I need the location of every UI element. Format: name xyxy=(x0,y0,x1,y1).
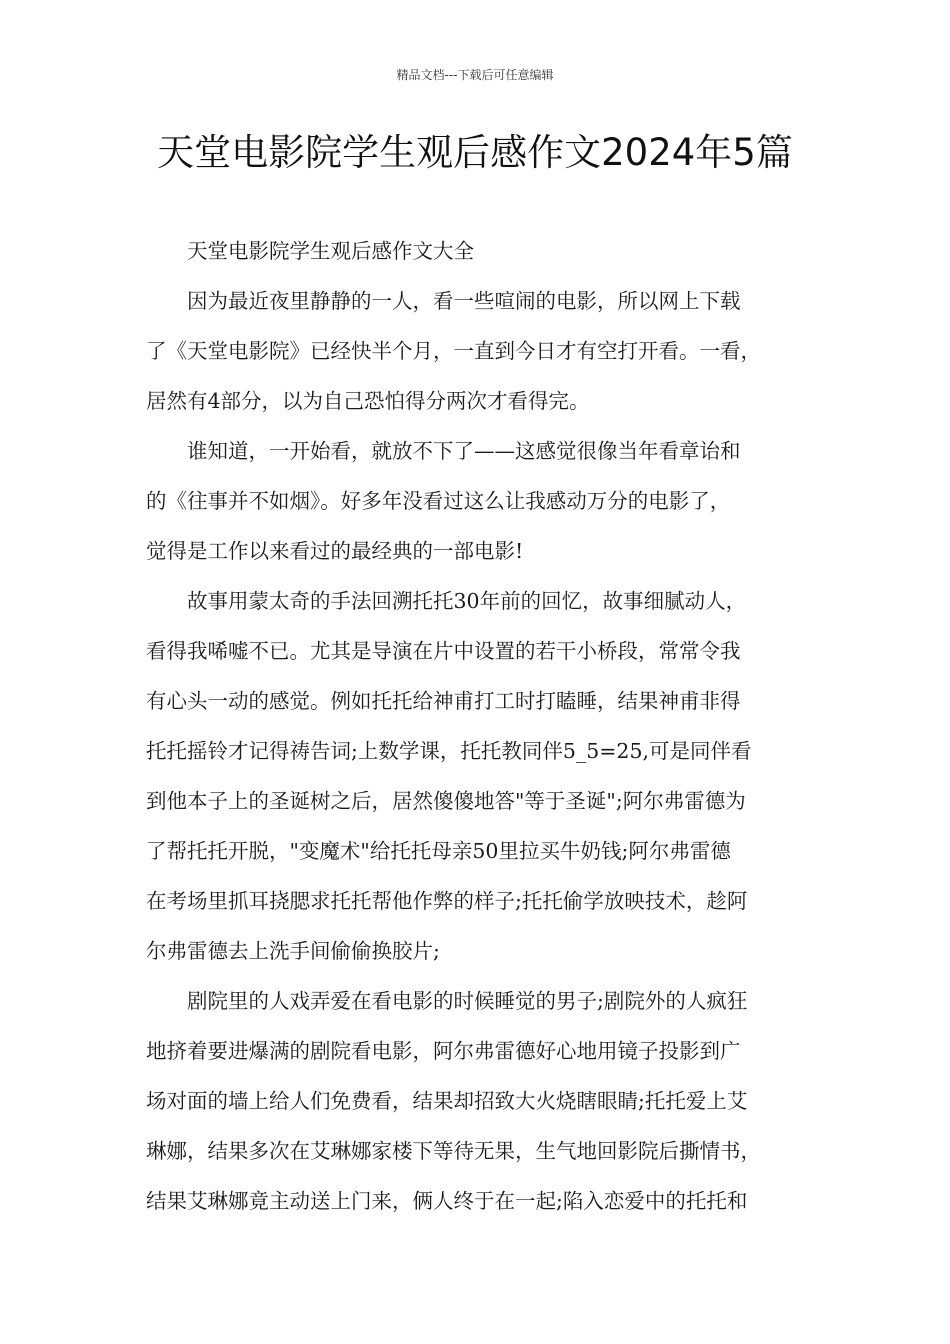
paragraph-line: 结果艾琳娜竟主动送上门来，俩人终于在一起;陷入恋爱中的托托和 xyxy=(146,1189,748,1213)
paragraph-line: 了帮托托开脱，"变魔术"给托托母亲50里拉买牛奶钱;阿尔弗雷德 xyxy=(146,839,731,863)
paragraph-line: 有心头一动的感觉。例如托托给神甫打工时打瞌睡，结果神甫非得 xyxy=(146,689,741,713)
paragraph-line: 因为最近夜里静静的一人，看一些喧闹的电影，所以网上下载 xyxy=(187,289,741,313)
paragraph-4 xyxy=(146,976,826,1226)
document-title: 天堂电影院学生观后感作文2024年5篇 xyxy=(157,131,793,174)
paragraph-line: 居然有4部分，以为自己恐怕得分两次才看得完。 xyxy=(146,389,590,413)
document-body xyxy=(146,226,826,1226)
paragraph-2 xyxy=(146,426,826,576)
paragraph-line: 地挤着要进爆满的剧院看电影，阿尔弗雷德好心地用镜子投影到广 xyxy=(146,1039,741,1063)
paragraph-line: 看得我唏嘘不已。尤其是导演在片中设置的若干小桥段，常常令我 xyxy=(146,639,741,663)
paragraph-line: 剧院里的人戏弄爱在看电影的时候睡觉的男子;剧院外的人疯狂 xyxy=(187,989,748,1013)
paragraph-line: 琳娜，结果多次在艾琳娜家楼下等待无果，生气地回影院后撕情书， xyxy=(146,1139,761,1163)
paragraph-line: 觉得是工作以来看过的最经典的一部电影! xyxy=(146,539,524,563)
paragraph-1 xyxy=(146,276,826,426)
document-subtitle: 天堂电影院学生观后感作文大全 xyxy=(187,239,474,263)
paragraph-line: 到他本子上的圣诞树之后，居然傻傻地答"等于圣诞";阿尔弗雷德为 xyxy=(146,789,746,813)
paragraph-line: 场对面的墙上给人们免费看，结果却招致大火烧瞎眼睛;托托爱上艾 xyxy=(146,1089,748,1113)
paragraph-line: 的《往事并不如烟》。好多年没看过这么让我感动万分的电影了， xyxy=(146,489,731,513)
paragraph-line: 尔弗雷德去上洗手间偷偷换胶片; xyxy=(146,939,440,963)
page-header-note: 精品文档---下载后可任意编辑 xyxy=(396,68,554,82)
paragraph-line: 谁知道，一开始看，就放不下了——这感觉很像当年看章诒和 xyxy=(187,439,741,463)
paragraph-line: 故事用蒙太奇的手法回溯托托30年前的回忆，故事细腻动人， xyxy=(187,589,747,613)
paragraph-line: 了《天堂电影院》已经快半个月，一直到今日才有空打开看。一看， xyxy=(146,339,761,363)
paragraph-line: 托托摇铃才记得祷告词;上数学课，托托教同伴5_5=25,可是同伴看 xyxy=(146,739,752,763)
paragraph-3 xyxy=(146,576,826,976)
paragraph-line: 在考场里抓耳挠腮求托托帮他作弊的样子;托托偷学放映技术，趁阿 xyxy=(146,889,748,913)
